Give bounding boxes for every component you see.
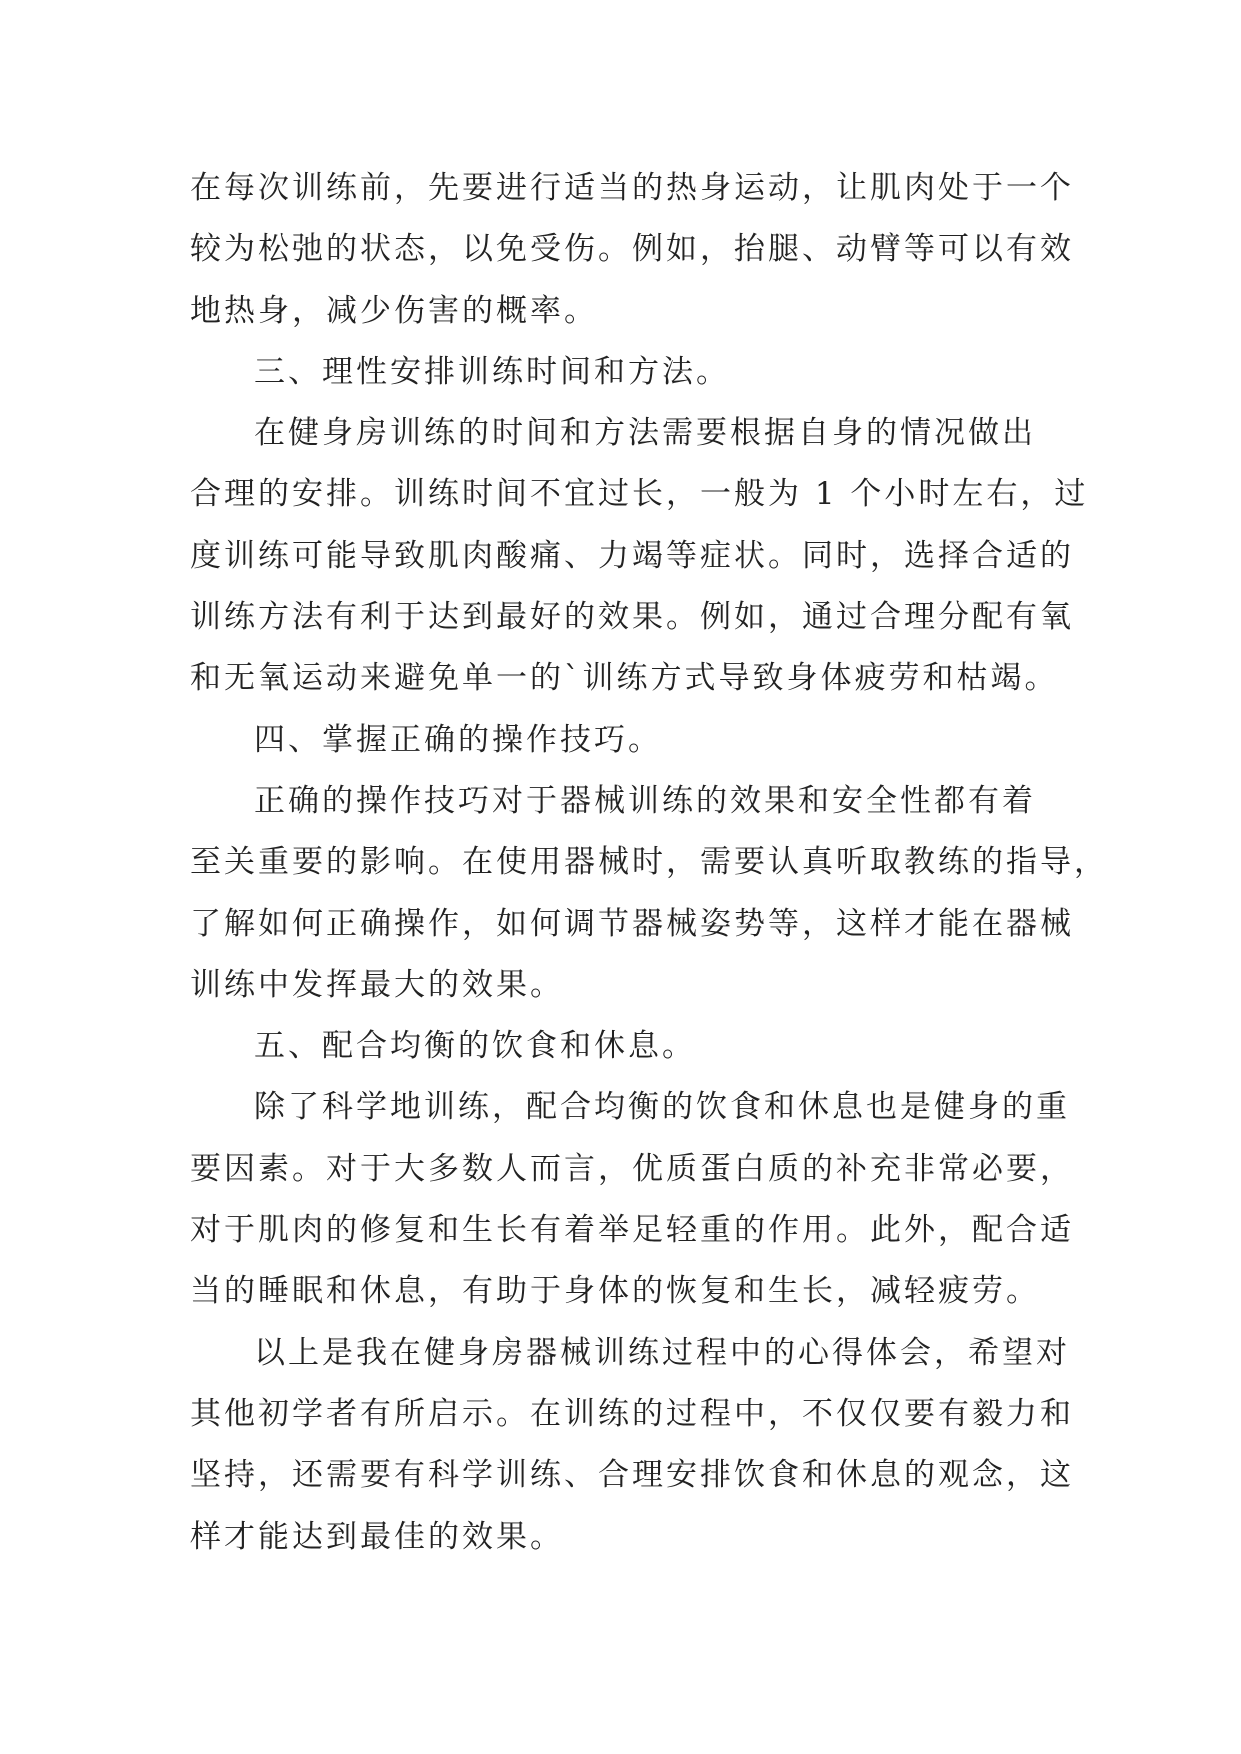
document-body	[190, 158, 1108, 1568]
text-line: 五、配合均衡的饮食和休息。	[254, 1028, 696, 1065]
text-line: 地热身，减少伤害的概率。	[190, 292, 598, 329]
text-line: 其他初学者有所启示。在训练的过程中，不仅仅要有毅力和	[190, 1395, 1074, 1432]
text-line: 四、掌握正确的操作技巧。	[254, 721, 662, 758]
text-line: 至关重要的影响。在使用器械时，需要认真听取教练的指导，	[190, 844, 1108, 881]
text-line: 合理的安排。训练时间不宜过长，一般为 1 个小时左右，过	[190, 476, 1089, 513]
text-line: 度训练可能导致肌肉酸痛、力竭等症状。同时，选择合适的	[190, 537, 1074, 574]
text-line: 训练方法有利于达到最好的效果。例如，通过合理分配有氧	[190, 599, 1074, 636]
text-line: 三、理性安排训练时间和方法。	[254, 353, 730, 390]
text-line: 除了科学地训练，配合均衡的饮食和休息也是健身的重	[254, 1089, 1070, 1126]
text-line: 当的睡眠和休息，有助于身体的恢复和生长，减轻疲劳。	[190, 1273, 1040, 1310]
text-line: 以上是我在健身房器械训练过程中的心得体会，希望对	[254, 1334, 1070, 1371]
text-line: 要因素。对于大多数人而言，优质蛋白质的补充非常必要，	[190, 1150, 1074, 1187]
text-line: 和无氧运动来避免单一的`训练方式导致身体疲劳和枯竭。	[190, 660, 1059, 697]
text-line: 坚持，还需要有科学训练、合理安排饮食和休息的观念，这	[190, 1457, 1074, 1494]
text-line: 在每次训练前，先要进行适当的热身运动，让肌肉处于一个	[190, 170, 1074, 206]
text-line: 了解如何正确操作，如何调节器械姿势等，这样才能在器械	[190, 905, 1074, 942]
text-line: 较为松弛的状态，以免受伤。例如，抬腿、动臂等可以有效	[190, 231, 1074, 268]
text-line: 在健身房训练的时间和方法需要根据自身的情况做出	[254, 415, 1036, 452]
text-line: 正确的操作技巧对于器械训练的效果和安全性都有着	[254, 782, 1036, 819]
text-line: 样才能达到最佳的效果。	[190, 1518, 564, 1555]
text-line: 训练中发挥最大的效果。	[190, 966, 564, 1003]
text-line: 对于肌肉的修复和生长有着举足轻重的作用。此外，配合适	[190, 1212, 1074, 1249]
